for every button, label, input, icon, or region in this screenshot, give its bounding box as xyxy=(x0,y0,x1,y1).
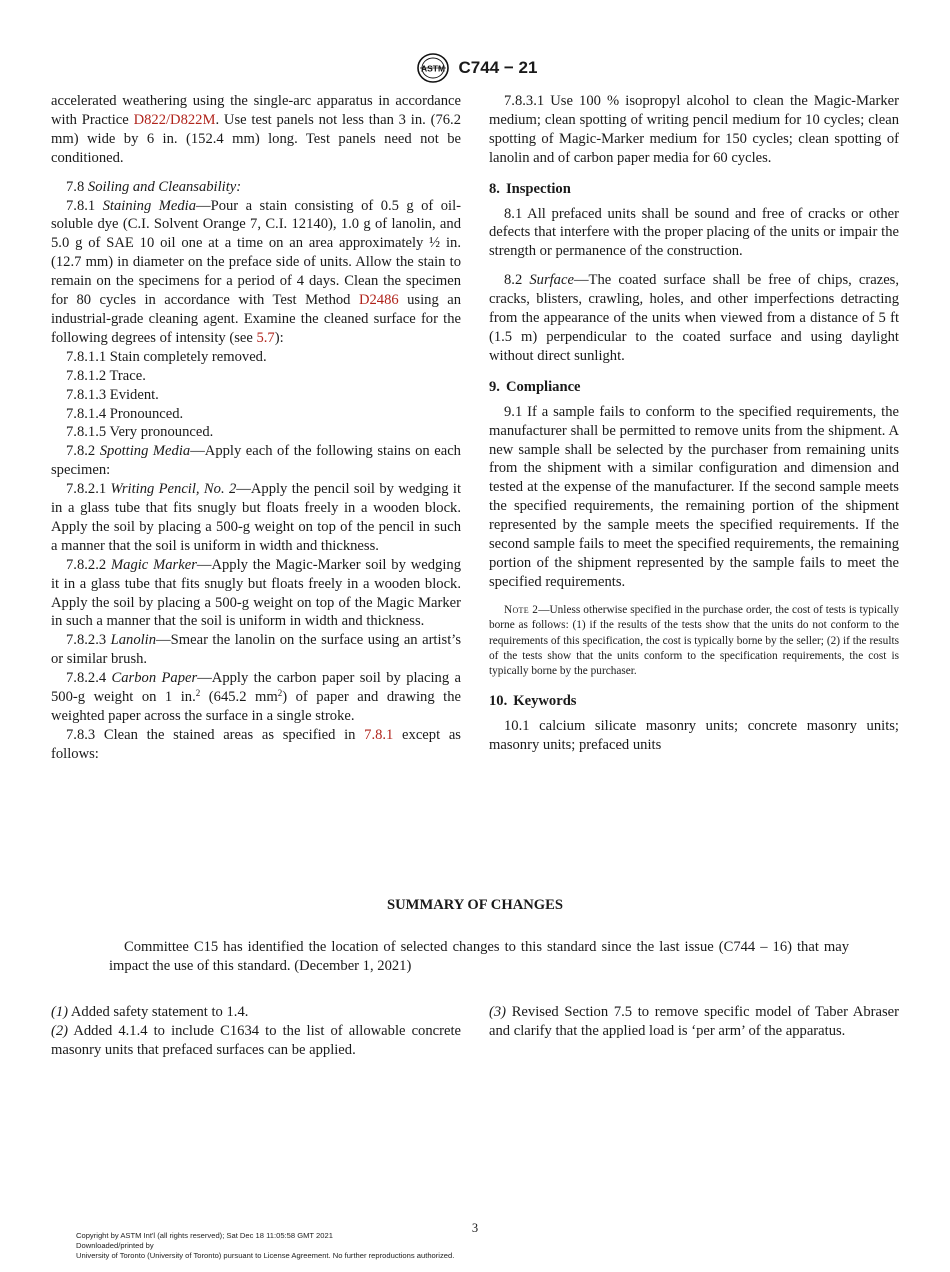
summary-item: (1) Added safety statement to 1.4. xyxy=(51,1004,249,1020)
page-number: 3 xyxy=(471,1221,479,1235)
standard-designation: C744 − 21 xyxy=(458,58,538,77)
section-7-8-2-4: 7.8.2.4 Carbon Paper—Apply the carbon paper soil by placing a 500-g weight on 1 in.$^2$ (645.2 $mm^2$) of paper and drawing the weighted paper across the surface in a single stroke. xyxy=(51,670,462,724)
link-d2486[interactable]: D2486 xyxy=(358,292,399,309)
section-7-8-2: 7.8.2 Spotting Media—Apply each of the following stains on each specimen: xyxy=(51,443,461,479)
link-d822[interactable]: D822/D822M xyxy=(133,111,216,128)
degree-item: 7.8.1.5 Very pronounced. xyxy=(66,424,214,441)
summary-item: (3) Revised Section 7.5 to remove specific model of Taber Abraser and clarify that the applied load is ‘per arm’ of the apparatus. xyxy=(489,1004,899,1039)
section-7-8-3: 7.8.3 Clean the stained areas as specified in 7.8.1 except as follows: xyxy=(51,726,461,762)
section-8-2: 8.2 Surface—The coated surface shall be free of chips, crazes, cracks, blisters, crawling, holes, and other imperfections detracting from the appearance of the units when viewed from a distance of 5 ft (1.5 m) perpendicular to the coated surface and using daylight without direct sunlight. xyxy=(489,272,900,364)
paragraph-weathering: accelerated weathering using the single-arc apparatus in accordance with Practice D822/D822M. Use test panels not less than 3 in. (76.2 mm) wide by 6 in. (152.4 mm) long. Test panels need not be conditioned. xyxy=(51,93,461,166)
section-8-heading: 8. Inspection xyxy=(489,180,571,197)
note-2: Note 2—Unless otherwise specified in the purchase order, the cost of tests is typically borne as follows: (1) if the results of the tests show that the units do not conform to the requirements of this specification, the cost is typically borne by the seller; (2) if the results of the tests show that the units conform to the specification requirements, the cost is typically borne by the purchaser. xyxy=(489,603,899,678)
section-7-8-heading: 7.8 Soiling and Cleansability: xyxy=(66,178,242,195)
summary-of-changes-title: SUMMARY OF CHANGES xyxy=(387,897,563,913)
section-9-heading: 9. Compliance xyxy=(489,378,581,395)
summary-right-column xyxy=(489,1003,899,1041)
section-7-8-1: 7.8.1 Staining Media—Pour a stain consisting of 0.5 g of oil-soluble dye (C.I. Solvent Orange 7, C.I. 12140), 1.0 g of lanolin, and 5.0 g of SAE 10 oil one at a time on an area approximately ½ in. (12.7 mm) in diameter on the preface side of units. Allow the stain to remain on the specimens for a period of 4 days. Clean the specimen for 80 cycles in accordance with Test Method D2486 using an industrial-grade cleaning agent. Examine the cleaned surface for the following degrees of intensity (see 5.7): xyxy=(51,197,461,346)
degree-item: 7.8.1.1 Stain completely removed. xyxy=(66,348,267,365)
section-7-8-2-3: 7.8.2.3 Lanolin—Smear the lanolin on the surface using an artist’s or similar brush. xyxy=(51,632,462,668)
section-10-1: 10.1 calcium silicate masonry units; concrete masonry units; masonry units; prefaced units xyxy=(489,717,899,753)
section-10-heading: 10. Keywords xyxy=(489,692,577,709)
degree-item: 7.8.1.2 Trace. xyxy=(66,367,146,384)
section-9-1: 9.1 If a sample fails to conform to the specified requirements, the manufacturer shall be permitted to remove units from the shipment. A new sample shall be selected by the purchaser from remaining units from the shipment with a similar configuration and dimension and tested at the expense of the manufacturer. If the second sample meets the specified requirements, the remaining portion of the shipment represented by the sample meets the specified requirements. If the second sample fails to meet the specified requirements, the remaining portion of the shipment represented by the sample fails to meet the specified requirements. xyxy=(489,403,899,590)
page-header xyxy=(0,52,950,84)
section-7-8-3-1: 7.8.3.1 Use 100 % isopropyl alcohol to clean the Magic-Marker medium; clean spotting of writing pencil medium for 10 cycles; clean spotting of Magic-Marker medium for 150 cycles; clean spotting of lanolin and of carbon paper media for 60 cycles. xyxy=(489,93,899,166)
link-7-8-1[interactable]: 7.8.1 xyxy=(364,726,394,743)
copyright-footer xyxy=(76,1231,454,1262)
section-7-8-2-2: 7.8.2.2 Magic Marker—Apply the Magic-Marker soil by wedging it in a glass tube that fits snugly but floats freely in a wooden block. Apply the soil by placing a 500-g weight on top of the Magic Marker in such a manner that the soil is uniform in width and thickness. xyxy=(51,556,462,630)
link-5-7[interactable]: 5.7 xyxy=(256,329,275,346)
summary-item: (2) Added 4.1.4 to include C1634 to the list of allowable concrete masonry units that prefaced surfaces can be applied. xyxy=(51,1022,461,1058)
footer-line: Copyright by ASTM Int'l (all rights reserved); Sat Dec 18 11:05:58 GMT 2021 xyxy=(76,1231,333,1240)
footer-line: University of Toronto (University of Toronto) pursuant to License Agreement. No further reproductions authorized. xyxy=(76,1251,455,1261)
degree-item: 7.8.1.3 Evident. xyxy=(66,386,159,403)
svg-text:ASTM: ASTM xyxy=(420,63,445,74)
summary-left-column xyxy=(51,1003,461,1060)
summary-intro: Committee C15 has identified the location of selected changes to this standard since the last issue (C744 – 16) that may impact the use of this standard. (December 1, 2021) xyxy=(109,939,849,974)
astm-logo-icon xyxy=(413,52,453,84)
left-column xyxy=(51,92,461,764)
section-7-8-2-1: 7.8.2.1 Writing Pencil, No. 2—Apply the pencil soil by wedging it in a glass tube that fits snugly but floats freely in a wooden block. Apply the soil by placing a 500-g weight on top of the pencil in such a manner that the soil is uniform in width and thickness. xyxy=(51,481,462,554)
footer-line: Downloaded/printed by xyxy=(76,1241,154,1251)
section-8-1: 8.1 All prefaced units shall be sound and free of cracks or other defects that interfere with the proper placing of the units or impair the strength or permanence of the construction. xyxy=(489,205,899,260)
degree-item: 7.8.1.4 Pronounced. xyxy=(66,405,184,422)
right-column xyxy=(489,92,899,755)
